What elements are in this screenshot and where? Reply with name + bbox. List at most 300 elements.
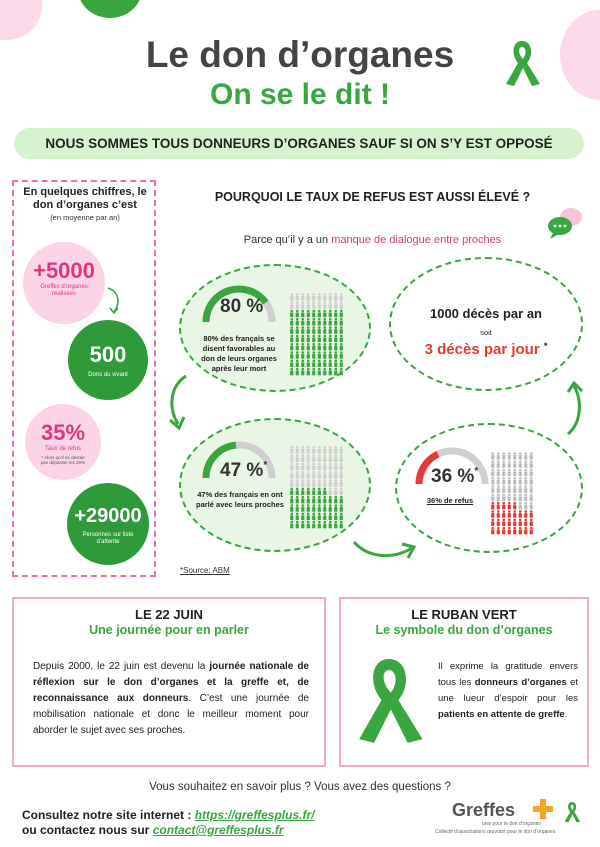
- person-icon: [508, 469, 511, 477]
- person-icon: [312, 513, 315, 521]
- person-icon: [323, 496, 326, 504]
- person-icon: [524, 477, 527, 485]
- people-grid: [289, 446, 344, 534]
- stat-favorable-value: 80 %: [220, 296, 264, 317]
- person-icon: [307, 343, 310, 351]
- person-icon: [296, 293, 299, 301]
- person-icon: [323, 504, 326, 512]
- green-ribbon-icon: [348, 650, 430, 750]
- person-icon: [508, 485, 511, 493]
- person-icon: [334, 343, 337, 351]
- footer-question: Vous souhaitez en savoir plus ? Vous avez des questions ?: [149, 781, 451, 793]
- person-icon: [323, 318, 326, 326]
- person-icon: [290, 521, 293, 529]
- person-icon: [491, 510, 494, 518]
- footer-contact: [22, 823, 284, 837]
- person-icon: [508, 460, 511, 468]
- person-icon: [318, 463, 321, 471]
- person-icon: [290, 326, 293, 334]
- person-icon: [307, 521, 310, 529]
- person-icon: [502, 460, 505, 468]
- person-icon: [290, 368, 293, 376]
- person-icon: [312, 454, 315, 462]
- person-icon: [301, 326, 304, 334]
- person-icon: [340, 326, 343, 334]
- person-icon: [334, 335, 337, 343]
- person-icon: [329, 293, 332, 301]
- person-icon: [524, 460, 527, 468]
- person-icon: [329, 351, 332, 359]
- figure-living-donors: [68, 320, 148, 400]
- refusal-answer: [180, 234, 565, 246]
- person-icon: [329, 360, 332, 368]
- person-icon: [307, 504, 310, 512]
- person-icon: [491, 527, 494, 535]
- person-icon: [329, 471, 332, 479]
- person-icon: [296, 446, 299, 454]
- person-icon: [508, 519, 511, 527]
- person-icon: [312, 368, 315, 376]
- person-icon: [307, 463, 310, 471]
- person-icon: [519, 494, 522, 502]
- people-grid: [490, 452, 534, 540]
- person-icon: [301, 293, 304, 301]
- person-icon: [340, 513, 343, 521]
- person-icon: [334, 471, 337, 479]
- person-icon: [508, 452, 511, 460]
- june-text-a: Depuis 2000, le 22 juin est devenu la: [33, 661, 210, 672]
- person-icon: [491, 460, 494, 468]
- person-icon: [502, 477, 505, 485]
- person-icon: [524, 510, 527, 518]
- person-icon: [301, 446, 304, 454]
- person-icon: [340, 471, 343, 479]
- person-icon: [340, 343, 343, 351]
- stat-favorable-text: 80% des français se disent favorables au don de leurs organes après leur mort: [201, 334, 277, 373]
- person-icon: [524, 494, 527, 502]
- person-icon: [312, 326, 315, 334]
- person-icon: [502, 452, 505, 460]
- email-link[interactable]: contact@greffesplus.fr: [152, 823, 284, 837]
- person-icon: [502, 485, 505, 493]
- person-icon: [296, 463, 299, 471]
- ribbon-text-bold1: donneurs d’organes: [474, 677, 567, 688]
- person-icon: [497, 477, 500, 485]
- website-link[interactable]: https://greffesplus.fr/: [194, 808, 315, 822]
- ribbon-subtitle: Le symbole du don d’organes: [375, 623, 553, 637]
- person-icon: [296, 360, 299, 368]
- person-icon: [497, 460, 500, 468]
- person-icon: [530, 502, 533, 510]
- person-icon: [323, 343, 326, 351]
- person-icon: [334, 446, 337, 454]
- person-icon: [519, 452, 522, 460]
- stat-refusals-text: 36% de refus: [426, 496, 474, 505]
- person-icon: [307, 310, 310, 318]
- person-icon: [290, 360, 293, 368]
- person-icon: [329, 479, 332, 487]
- person-icon: [296, 351, 299, 359]
- person-icon: [329, 513, 332, 521]
- person-icon: [329, 310, 332, 318]
- person-icon: [296, 471, 299, 479]
- person-icon: [508, 477, 511, 485]
- person-icon: [491, 494, 494, 502]
- person-icon: [340, 496, 343, 504]
- logo-caption: Collectif d’associations œuvrant pour le don d’organes: [435, 829, 556, 835]
- person-icon: [513, 502, 516, 510]
- person-icon: [296, 335, 299, 343]
- person-icon: [323, 446, 326, 454]
- person-icon: [340, 454, 343, 462]
- person-icon: [508, 494, 511, 502]
- person-icon: [318, 310, 321, 318]
- figure-waiting-list: [67, 483, 149, 565]
- page-title: Le don d’organes: [145, 34, 455, 75]
- person-icon: [329, 463, 332, 471]
- figure-value: 35%: [40, 420, 86, 445]
- stat-talked-value: [220, 460, 267, 482]
- person-icon: [318, 351, 321, 359]
- people-icons: [289, 446, 344, 529]
- people-icons: [490, 452, 534, 535]
- person-icon: [312, 351, 315, 359]
- stat-refusals-star: *: [474, 466, 479, 477]
- person-icon: [290, 318, 293, 326]
- decor-blob: [78, 0, 142, 18]
- person-icon: [307, 479, 310, 487]
- person-icon: [307, 301, 310, 309]
- person-icon: [296, 326, 299, 334]
- person-icon: [307, 326, 310, 334]
- person-icon: [296, 301, 299, 309]
- person-icon: [312, 318, 315, 326]
- person-icon: [290, 310, 293, 318]
- person-icon: [312, 479, 315, 487]
- person-icon: [334, 318, 337, 326]
- person-icon: [318, 496, 321, 504]
- person-icon: [323, 351, 326, 359]
- person-icon: [334, 454, 337, 462]
- june-title: LE 22 JUIN: [135, 607, 203, 622]
- person-icon: [502, 469, 505, 477]
- person-icon: [312, 488, 315, 496]
- person-icon: [491, 469, 494, 477]
- ribbon-text-bold2: patients en attente de greffe: [438, 709, 565, 720]
- person-icon: [334, 521, 337, 529]
- person-icon: [301, 310, 304, 318]
- person-icon: [312, 496, 315, 504]
- person-icon: [318, 479, 321, 487]
- stat-refusals-value: [431, 466, 478, 488]
- person-icon: [497, 452, 500, 460]
- ribbon-paragraph: [438, 659, 578, 723]
- person-icon: [329, 446, 332, 454]
- person-icon: [301, 504, 304, 512]
- person-icon: [307, 513, 310, 521]
- person-icon: [290, 488, 293, 496]
- person-icon: [524, 452, 527, 460]
- person-icon: [519, 469, 522, 477]
- person-icon: [513, 469, 516, 477]
- person-icon: [323, 360, 326, 368]
- stat-refusals-number: 36 %: [431, 466, 475, 487]
- person-icon: [307, 368, 310, 376]
- logo-tagline: unis pour le don d’organes: [482, 821, 541, 827]
- person-icon: [301, 360, 304, 368]
- person-icon: [312, 360, 315, 368]
- person-icon: [301, 513, 304, 521]
- figure-transplants: [23, 242, 105, 324]
- person-icon: [334, 488, 337, 496]
- deaths-per-day-value: 3 décès par jour: [424, 341, 540, 358]
- person-icon: [513, 519, 516, 527]
- people-grid: [289, 293, 344, 381]
- person-icon: [340, 310, 343, 318]
- person-icon: [524, 469, 527, 477]
- person-icon: [296, 488, 299, 496]
- person-icon: [290, 504, 293, 512]
- curved-arrow-icon: [104, 286, 124, 316]
- person-icon: [491, 502, 494, 510]
- person-icon: [502, 519, 505, 527]
- person-icon: [329, 496, 332, 504]
- person-icon: [296, 318, 299, 326]
- person-icon: [296, 479, 299, 487]
- person-icon: [329, 326, 332, 334]
- footer-site: [22, 808, 314, 822]
- person-icon: [513, 485, 516, 493]
- person-icon: [307, 488, 310, 496]
- figure-value: 500: [89, 342, 127, 367]
- person-icon: [513, 527, 516, 535]
- person-icon: [491, 452, 494, 460]
- deaths-so: soit: [480, 328, 492, 337]
- stat-talked-text: 47% des français en ont parlé avec leurs proches: [196, 490, 284, 509]
- person-icon: [290, 351, 293, 359]
- person-icon: [513, 452, 516, 460]
- person-icon: [530, 460, 533, 468]
- person-icon: [307, 360, 310, 368]
- person-icon: [318, 293, 321, 301]
- person-icon: [340, 368, 343, 376]
- ribbon-text-a: Il exprime la gratitude envers tous les: [438, 661, 578, 688]
- figure-label: Personnes sur liste d’attente: [82, 532, 134, 545]
- person-icon: [508, 510, 511, 518]
- person-icon: [519, 477, 522, 485]
- person-icon: [307, 351, 310, 359]
- person-icon: [296, 496, 299, 504]
- person-icon: [301, 318, 304, 326]
- person-icon: [334, 351, 337, 359]
- person-icon: [318, 446, 321, 454]
- person-icon: [312, 504, 315, 512]
- person-icon: [340, 360, 343, 368]
- person-icon: [334, 463, 337, 471]
- person-icon: [290, 479, 293, 487]
- person-icon: [290, 513, 293, 521]
- person-icon: [301, 343, 304, 351]
- person-icon: [301, 496, 304, 504]
- person-icon: [296, 504, 299, 512]
- person-icon: [312, 521, 315, 529]
- curved-arrow-icon: [350, 534, 420, 564]
- person-icon: [290, 471, 293, 479]
- person-icon: [307, 471, 310, 479]
- person-icon: [296, 368, 299, 376]
- person-icon: [334, 301, 337, 309]
- footer-site-label: Consultez notre site internet :: [22, 808, 195, 822]
- curved-arrow-icon: [560, 378, 586, 438]
- plus-logo-icon: [532, 798, 554, 820]
- person-icon: [519, 485, 522, 493]
- figures-subtitle: (en moyenne par an): [50, 213, 120, 222]
- person-icon: [301, 368, 304, 376]
- person-icon: [290, 496, 293, 504]
- person-icon: [340, 335, 343, 343]
- person-icon: [323, 463, 326, 471]
- stat-talked-number: 47 %: [220, 460, 264, 481]
- person-icon: [312, 301, 315, 309]
- person-icon: [312, 335, 315, 343]
- june-text-c: . C’est une journée de mobilisation nationale et donc le meilleur moment pour aborder le sujet avec ses proches.: [33, 693, 309, 736]
- source-note: *Source: ABM: [180, 566, 230, 575]
- person-icon: [530, 494, 533, 502]
- person-icon: [334, 360, 337, 368]
- person-icon: [491, 485, 494, 493]
- person-icon: [296, 513, 299, 521]
- person-icon: [296, 454, 299, 462]
- person-icon: [340, 293, 343, 301]
- ribbon-title: LE RUBAN VERT: [411, 607, 517, 622]
- footer-contact-label: ou contactez nous sur: [22, 823, 153, 837]
- person-icon: [318, 326, 321, 334]
- person-icon: [491, 519, 494, 527]
- person-icon: [334, 310, 337, 318]
- person-icon: [334, 479, 337, 487]
- person-icon: [340, 479, 343, 487]
- person-icon: [497, 510, 500, 518]
- person-icon: [519, 460, 522, 468]
- person-icon: [340, 351, 343, 359]
- person-icon: [318, 454, 321, 462]
- person-icon: [497, 469, 500, 477]
- answer-highlight: manque de dialogue entre proches: [331, 234, 502, 246]
- person-icon: [519, 502, 522, 510]
- person-icon: [301, 351, 304, 359]
- person-icon: [318, 301, 321, 309]
- person-icon: [323, 488, 326, 496]
- person-icon: [312, 293, 315, 301]
- person-icon: [340, 521, 343, 529]
- person-icon: [524, 502, 527, 510]
- person-icon: [340, 301, 343, 309]
- person-icon: [329, 343, 332, 351]
- person-icon: [508, 527, 511, 535]
- person-icon: [530, 519, 533, 527]
- ribbon-text-c: et une lueur d’espoir pour les: [438, 677, 578, 704]
- person-icon: [502, 494, 505, 502]
- deaths-star: *: [543, 341, 548, 351]
- person-icon: [323, 310, 326, 318]
- person-icon: [497, 502, 500, 510]
- person-icon: [318, 368, 321, 376]
- person-icon: [502, 502, 505, 510]
- refusal-question: POURQUOI LE TAUX DE REFUS EST AUSSI ÉLEVÉ ?: [214, 190, 531, 204]
- person-icon: [318, 471, 321, 479]
- person-icon: [530, 485, 533, 493]
- person-icon: [519, 510, 522, 518]
- person-icon: [307, 293, 310, 301]
- person-icon: [318, 488, 321, 496]
- person-icon: [513, 510, 516, 518]
- person-icon: [329, 521, 332, 529]
- person-icon: [530, 452, 533, 460]
- person-icon: [301, 454, 304, 462]
- june-subtitle: Une journée pour en parler: [89, 623, 249, 637]
- person-icon: [323, 479, 326, 487]
- person-icon: [301, 463, 304, 471]
- person-icon: [334, 293, 337, 301]
- person-icon: [323, 471, 326, 479]
- person-icon: [290, 335, 293, 343]
- person-icon: [318, 318, 321, 326]
- person-icon: [497, 527, 500, 535]
- person-icon: [301, 471, 304, 479]
- person-icon: [307, 446, 310, 454]
- person-icon: [329, 488, 332, 496]
- person-icon: [312, 310, 315, 318]
- person-icon: [530, 477, 533, 485]
- stat-talked-star: *: [263, 460, 268, 471]
- figure-refusal-rate: [25, 404, 101, 480]
- person-icon: [307, 496, 310, 504]
- person-icon: [530, 469, 533, 477]
- person-icon: [334, 504, 337, 512]
- person-icon: [334, 368, 337, 376]
- greffes-logo: Greffes: [452, 800, 516, 820]
- person-icon: [340, 446, 343, 454]
- person-icon: [334, 326, 337, 334]
- person-icon: [318, 504, 321, 512]
- person-icon: [334, 513, 337, 521]
- person-icon: [340, 488, 343, 496]
- figure-label: Taux de refus: [44, 446, 82, 452]
- person-icon: [290, 463, 293, 471]
- answer-prefix: Parce qu’il y a un: [243, 234, 332, 246]
- person-icon: [323, 301, 326, 309]
- person-icon: [502, 527, 505, 535]
- person-icon: [301, 335, 304, 343]
- person-icon: [497, 494, 500, 502]
- person-icon: [502, 510, 505, 518]
- figure-label: Greffes d’organes réalisées: [40, 284, 88, 297]
- person-icon: [340, 318, 343, 326]
- person-icon: [323, 368, 326, 376]
- person-icon: [491, 477, 494, 485]
- person-icon: [497, 519, 500, 527]
- person-icon: [329, 454, 332, 462]
- person-icon: [301, 488, 304, 496]
- stat-deaths: [389, 257, 583, 391]
- person-icon: [318, 360, 321, 368]
- person-icon: [508, 502, 511, 510]
- person-icon: [307, 335, 310, 343]
- banner-opt-out: NOUS SOMMES TOUS DONNEURS D’ORGANES SAUF SI ON S’Y EST OPPOSÉ: [14, 128, 584, 159]
- person-icon: [318, 521, 321, 529]
- figure-value: +5000: [33, 258, 95, 283]
- person-icon: [329, 318, 332, 326]
